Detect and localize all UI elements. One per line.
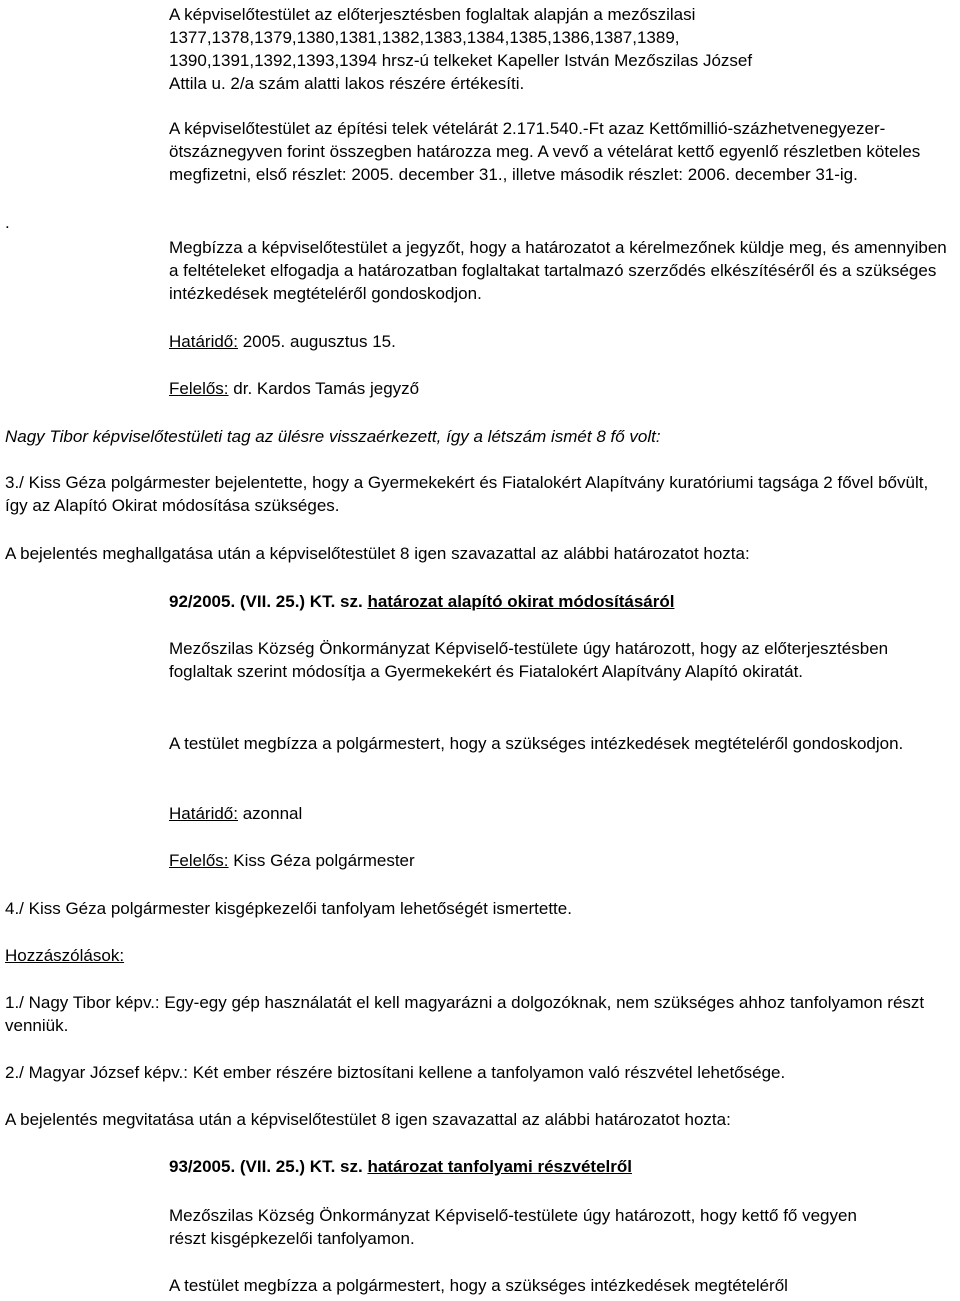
resolution-93-title: határozat tanfolyami részvételről (367, 1157, 632, 1176)
resolution-92-mandate: A testület megbízza a polgármestert, hogy a szükséges intézkedések megtételéről gondoskodjon. (169, 734, 904, 753)
item3-vote: A bejelentés meghallgatása után a képviselőtestület 8 igen szavazattal az alábbi határozatot hozta: (5, 544, 750, 563)
resolution-92-heading (169, 590, 955, 613)
responsible-value: Kiss Géza polgármester (233, 851, 415, 870)
sale-resolution-paragraph: A képviselőtestület az előterjesztésben foglaltak alapján a mezőszilasi 1377,1378,1379,1380,1381,1382,1383,1384,1385,1386,1387,1389, 1390,1391,1392,1393,1394 hrsz-ú telkeket Kapeller István Mezőszilas József Attila u. 2/a szám alatti lakos részére értékesíti. (169, 5, 753, 93)
comment-2-speaker: 2./ Magyar József képv. (5, 1063, 184, 1082)
comment-1-text: : Egy-egy gép használatát el kell magyarázni a dolgozóknak, nem szükséges ahhoz tanfolyamon részt venniük. (5, 993, 925, 1035)
comment-1-speaker: 1./ Nagy Tibor képv. (5, 993, 155, 1012)
deadline-line (169, 330, 955, 353)
responsible-line (169, 377, 955, 400)
price-paragraph: A képviselőtestület az építési telek vételárát 2.171.540.-Ft azaz Kettőmillió-százhetvenegyezer-ötszáznegyven forint összegben határozza meg. A vevő a vételárat kettő egyenlő részletben köteles megfizetni, első részlet: 2005. december 31., illetve második részlet: 2006. december 31-ig. (169, 119, 921, 184)
mandate-paragraph: Megbízza a képviselőtestület a jegyzőt, hogy a határozatot a kérelmezőnek küldje meg, és amennyiben a feltételeket elfogadja a határozatban foglaltakat tartalmazó szerződés elkészítéséről és a szükséges intézkedések megtételéről gondoskodjon. (169, 238, 947, 303)
stray-dot: . (5, 213, 10, 232)
item4-announcement: 4./ Kiss Géza polgármester kisgépkezelői tanfolyam lehetőségét ismertette. (5, 899, 572, 918)
resolution-92-responsible (169, 849, 955, 872)
deadline-label: Határidő: (169, 332, 238, 351)
resolution-93-heading (169, 1155, 955, 1178)
resolution-92-body: Mezőszilas Község Önkormányzat Képviselő-testülete úgy határozott, hogy az előterjesztésben foglaltak szerint módosítja a Gyermekekért és Fiatalokért Alapítvány Alapító okiratát. (169, 639, 889, 681)
resolution-93-mandate: A testület megbízza a polgármestert, hogy a szükséges intézkedések megtételéről (169, 1276, 788, 1295)
resolution-93-number: 93/2005. (VII. 25.) KT. sz. (169, 1157, 363, 1176)
responsible-label: Felelős: (169, 851, 229, 870)
comment-2-text: : Két ember részére biztosítani kellene a tanfolyamon való részvétel lehetősége. (183, 1063, 786, 1082)
item4-vote: A bejelentés megvitatása után a képviselőtestület 8 igen szavazattal az alábbi határozatot hozta: (5, 1110, 731, 1129)
resolution-92-deadline (169, 802, 955, 825)
comment-1 (5, 991, 955, 1037)
responsible-label: Felelős: (169, 379, 229, 398)
resolution-92-number: 92/2005. (VII. 25.) KT. sz. (169, 592, 363, 611)
resolution-92-title: határozat alapító okirat módosításáról (367, 592, 675, 611)
responsible-value: dr. Kardos Tamás jegyző (233, 379, 420, 398)
deadline-value: 2005. augusztus 15. (242, 332, 396, 351)
comments-heading: Hozzászólások: (5, 946, 125, 965)
resolution-93-body: Mezőszilas Község Önkormányzat Képviselő-testülete úgy határozott, hogy kettő fő vegyen részt kisgépkezelői tanfolyamon. (169, 1206, 857, 1248)
deadline-value: azonnal (242, 804, 303, 823)
item3-announcement: 3./ Kiss Géza polgármester bejelentette, hogy a Gyermekekért és Fiatalokért Alapítvány kuratóriumi tagsága 2 fővel bővült, így az Alapító Okirat módosítása szükséges. (5, 473, 929, 515)
attendance-notice: Nagy Tibor képviselőtestületi tag az ülésre visszaérkezett, így a létszám ismét 8 fő volt: (5, 427, 661, 446)
comment-2 (5, 1061, 955, 1084)
deadline-label: Határidő: (169, 804, 238, 823)
